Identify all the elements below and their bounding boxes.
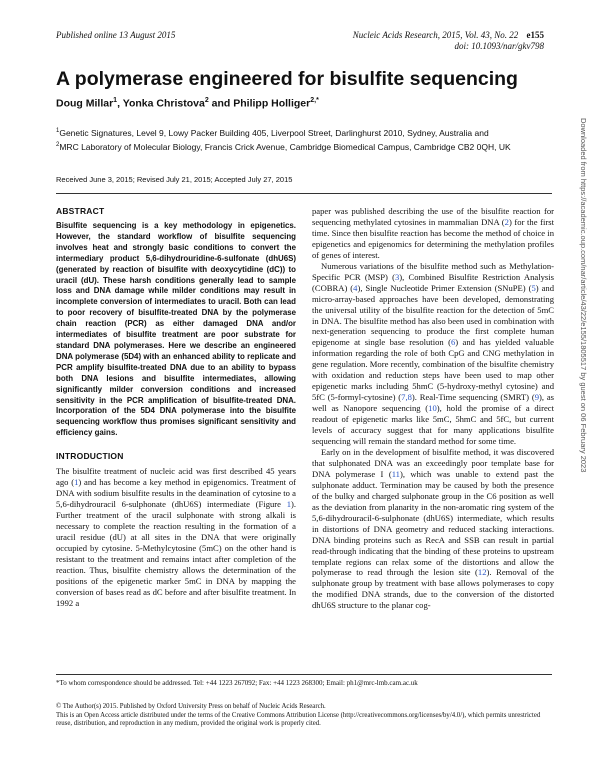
affil-text: Genetic Signatures, Level 9, Lowy Packer Building 405, Liverpool Street, Darlinghurst 2010, Sydney, Australia and	[59, 127, 489, 138]
text-run: ). Removal of the sulphonate group by treatment with base allows polymerases to copy the modified DNA strands, due to the conversion of the distorted dhU6S structure to the planar cog-	[312, 567, 554, 611]
text-run: ) and has become a key method in epigenomics. Treatment of DNA with sodium bisulfite results in the deamination of cytosine to a 5,6-dihydrouracil 6-sulphonate (dhU6S) intermediate (Figure	[56, 477, 296, 509]
ref-link[interactable]: 5	[531, 282, 536, 293]
author-name: Yonka Christova	[122, 97, 205, 110]
download-watermark: Downloaded from https://academic.oup.com/nar/article/43/22/e155/1805517 by guest on 06 February 2023	[579, 118, 588, 473]
author-name: Philipp Holliger	[233, 97, 311, 110]
ref-link[interactable]: 9	[534, 392, 539, 403]
text-run: ), Single Nucleotide Primer Extension (SNuPE) (	[357, 282, 532, 293]
right-column	[312, 206, 554, 611]
text-run: Numerous variations of the bisulfite method such as Methylation-Specific PCR (MSP) (	[312, 260, 554, 282]
affil-text: MRC Laboratory of Molecular Biology, Francis Crick Avenue, Cambridge Biomedical Campus, Cambridge CB2 0QH, UK	[59, 141, 511, 152]
left-column	[56, 206, 296, 609]
text-run: ), hold the promise of a direct readout of epigenetic marks like 5mC, 5hmC and 5fC, but current levels of accuracy suggest that for many applications bisulfite sequencing will remain the standard method for some time.	[312, 403, 554, 447]
author-name: Doug Millar	[56, 97, 114, 110]
author-affil-mark: 2	[204, 97, 209, 104]
ref-link[interactable]: 12	[477, 567, 487, 578]
ref-link[interactable]: 1	[74, 477, 79, 488]
affiliations	[56, 125, 552, 153]
figure-link[interactable]: 1	[286, 498, 291, 509]
ref-link[interactable]: 10	[428, 403, 437, 414]
author-separator: and	[208, 97, 234, 110]
author-separator: ,	[117, 97, 123, 110]
text-run: ), Combined Bisulfite Restriction Analysis (COBRA) (	[312, 271, 554, 293]
intro-paragraph	[56, 466, 296, 608]
received-dates: Received June 3, 2015; Revised July 21, 2015; Accepted July 27, 2015	[56, 175, 293, 184]
text-run: ). Further treatment of the uracil sulphonate with strong alkali is necessary to complete the reaction resulting in the formation of a uracil residue (dU) at all sites in the DNA that were originally occupied by cytosine. 5-Methylcytosine (5mC) on the other hand is resistant to the treatment and remains intact after completion of the reaction. Thus, bisulfite chemistry allows the determination of the positions of the epigenetic marker 5mC in DNA by mapping the conversion of bases read as dC before and after bisulfite treatment. In 1992 a	[56, 498, 296, 608]
affil-mark: 1	[56, 128, 60, 134]
ref-link[interactable]: 7,8	[401, 392, 412, 403]
journal-citation	[353, 30, 544, 40]
journal-name: Nucleic Acids Research, 2015, Vol. 43, No. 22	[352, 30, 519, 40]
affiliation-item	[56, 125, 552, 139]
text-run: Early on in the development of bisulfite method, it was discovered that sulphonated DNA was an exceedingly poor template base for DNA polymerase I (	[312, 446, 554, 479]
ref-link[interactable]: 3	[394, 271, 400, 282]
text-run: ), as well as Nanopore sequencing (	[312, 392, 554, 414]
author-list	[56, 97, 556, 110]
affil-mark: 2	[56, 141, 60, 148]
copyright-line: © The Author(s) 2015. Published by Oxford University Press on behalf of Nucleic Acids Research.	[56, 703, 326, 710]
text-run: ) and has yielded valuable information regarding the role of both CpG and CNG methylation in gene regulation. More recently, combination of the bisulfite chemistry with oxidation and reduction steps have been used to map other epigenetic marks including 5hmC (5-hydroxy-methyl cytosine) and 5fC (5-formyl-cytosine) (	[312, 337, 554, 403]
text-run: The bisulfite treatment of nucleic acid was first described 45 years ago (	[56, 466, 296, 488]
published-date: Published online 13 August 2015	[56, 30, 176, 40]
license-text: This is an Open Access article distributed under the terms of the Creative Commons Attribution License (http://creativecommons.org/licenses/by/4.0/), which permits unrestricted reuse, distribution, and reproduction in any medium, provided the original work is properly cited.	[56, 711, 541, 728]
article-title: A polymerase engineered for bisulfite sequencing	[56, 68, 518, 90]
text-run: ) and micro-array-based approaches have been developed, demonstrating the universal utility of the bisulfite reaction for the detection of 5mC in DNA. The bisulfite method has also been used in combination with next-generation sequencing to produce the first complete human epigenome at single base resolution (	[312, 282, 555, 348]
text-run: paper was published describing the use of the bisulfite reaction for sequencing methylated cytosines in mammalian DNA (	[312, 206, 554, 227]
copyright-notice	[56, 703, 552, 729]
footnote-divider	[56, 674, 552, 675]
header-divider	[56, 193, 552, 194]
body-paragraph	[312, 261, 554, 447]
doi[interactable]: doi: 10.1093/nar/gkv798	[454, 41, 544, 51]
correspondence-footnote: *To whom correspondence should be addressed. Tel: +44 1223 267092; Fax: +44 1223 268300; Email: ph1@mrc-lmb.cam.ac.uk	[56, 679, 418, 687]
article-id: e155	[526, 30, 544, 40]
author-affil-mark: 2,*	[310, 97, 319, 104]
abstract-heading: ABSTRACT	[56, 206, 105, 216]
introduction-heading: INTRODUCTION	[56, 451, 124, 462]
text-run: ). Real-Time sequencing (SMRT) (	[411, 392, 535, 403]
ref-link[interactable]: 4	[353, 282, 358, 293]
ref-link[interactable]: 2	[504, 216, 509, 227]
affiliation-item	[56, 139, 552, 153]
ref-link[interactable]: 11	[391, 468, 400, 479]
author-affil-mark: 1	[113, 97, 118, 104]
text-run: ) for the first time. Since then bisulfite reaction has become the method of choice in epigenetics and epigenomics for determining the methylation profiles of genes of interest.	[312, 216, 554, 260]
body-paragraph	[312, 206, 554, 261]
ref-link[interactable]: 6	[450, 337, 456, 348]
abstract-text: Bisulfite sequencing is a key methodology in epigenetics. However, the standard workflow of bisulfite sequencing involves heat and strongly basic conditions to convert the intermediary product 5,6-dihydrouridine-6-sulfonate (dhU6S) (generated by reaction of bisulfite with deoxycytidine (dC)) to uracil (dU). These harsh conditions generally lead to sample loss and DNA damage while milder conditions may result in incomplete conversion of intermediates to uracil. Both can lead to poor recovery of bisulfite-treated DNA by the polymerase chain reaction (PCR) as either damaged DNA and/or intermediates of bisulfite treatment are poor substrate for standard DNA polymerases. Here we describe an engineered DNA polymerase (5D4) with an enhanced ability to replicate and PCR amplify bisulfite-treated DNA due to an ability to bypass both DNA lesions and bisulfite intermediates, allowing significantly milder conversion conditions and increased sensitivity in the PCR amplification of bisulfite-treated DNA. Incorporation of the 5D4 DNA polymerase into the bisulfite sequencing workflow thus promises significant sensitivity and efficiency gains.	[56, 221, 296, 438]
body-paragraph	[312, 447, 554, 611]
running-header	[56, 30, 544, 60]
text-run: ), which was unable to extend past the sulphonate adduct. Termination may be caused by both the presence of the bulky and charged sulphonate group in the C6 position as well as the deviation from planarity in the non-aromatic ring system of the 5,6-dihydrouracil-6-sulphonate (dhU6S) intermediate, which results in distortions of DNA geometry and reduced stacking interactions. DNA binding proteins such as RecA and SSB can result in partial read-through indicating that the binding of these proteins to upstream template regions can relax some of the distortions and allow the polymerase to read through the lesion site (	[312, 468, 554, 578]
